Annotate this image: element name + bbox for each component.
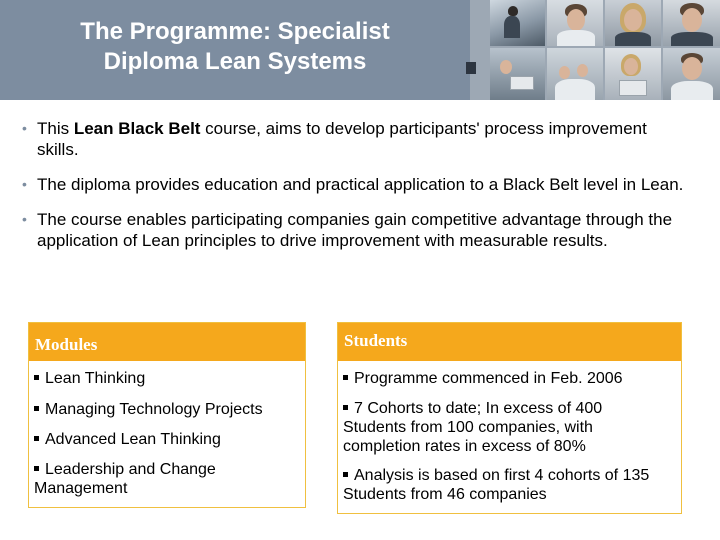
square-bullet-icon (34, 375, 39, 380)
photo-portrait-glasses (663, 0, 720, 46)
photo-woman-laptop (605, 48, 661, 100)
module-label: Advanced Lean Thinking (45, 431, 221, 448)
square-bullet-icon (343, 375, 348, 380)
student-item (338, 399, 643, 456)
photo-group-outdoors (547, 48, 603, 100)
student-text: Programme commenced in Feb. 2006 (354, 370, 623, 387)
module-item (29, 460, 274, 498)
bullet-text-suffix: course, aims to develop participants' process improvement skills. (37, 119, 647, 159)
bullet-dot-icon: • (22, 176, 27, 192)
modules-list (29, 369, 305, 498)
title-box (0, 0, 470, 100)
page-title (20, 17, 450, 77)
students-panel (337, 322, 682, 514)
square-bullet-icon (34, 406, 39, 411)
bullet-text-bold: Lean Black Belt (73, 119, 201, 138)
photo-portrait-woman (605, 0, 661, 46)
students-list (338, 369, 681, 504)
bullet-dot-icon: • (22, 211, 27, 227)
photo-collage (490, 0, 720, 100)
intro-bullet-list (22, 118, 692, 265)
bullet-item (22, 174, 692, 195)
student-text: Analysis is based on first 4 cohorts of 135 Students from 46 companies (343, 467, 650, 503)
students-heading: Students (338, 323, 681, 361)
decorative-marker (466, 62, 476, 74)
module-label: Managing Technology Projects (45, 401, 263, 418)
photo-runners (490, 0, 545, 46)
module-item (29, 400, 305, 419)
student-item (338, 466, 663, 504)
modules-heading: Modules (29, 323, 305, 361)
photo-man-smiling (663, 48, 720, 100)
title-line-2: Diploma Lean Systems (103, 48, 367, 75)
bullet-text: The diploma provides education and practical application to a Black Belt level in Lean. (37, 175, 684, 194)
square-bullet-icon (34, 466, 39, 471)
bullet-item (22, 118, 692, 160)
square-bullet-icon (343, 472, 348, 477)
student-text: 7 Cohorts to date; In excess of 400 Students from 100 companies, with completion rates in excess of 80% (343, 400, 603, 455)
modules-panel (28, 322, 306, 508)
photo-student-laptop (490, 48, 545, 100)
student-item (338, 369, 681, 388)
bullet-text-prefix: This (37, 119, 74, 138)
square-bullet-icon (343, 405, 348, 410)
bullet-text: The course enables participating companies gain competitive advantage through the application of Lean principles to drive improvement with measurable results. (37, 210, 673, 250)
square-bullet-icon (34, 436, 39, 441)
photo-portrait-man (547, 0, 603, 46)
title-line-1: The Programme: Specialist (80, 18, 390, 45)
bullet-item (22, 209, 692, 251)
module-item (29, 430, 305, 449)
module-label: Leadership and Change Management (34, 461, 216, 497)
module-item (29, 369, 305, 388)
bullet-dot-icon: • (22, 120, 27, 136)
module-label: Lean Thinking (45, 370, 146, 387)
